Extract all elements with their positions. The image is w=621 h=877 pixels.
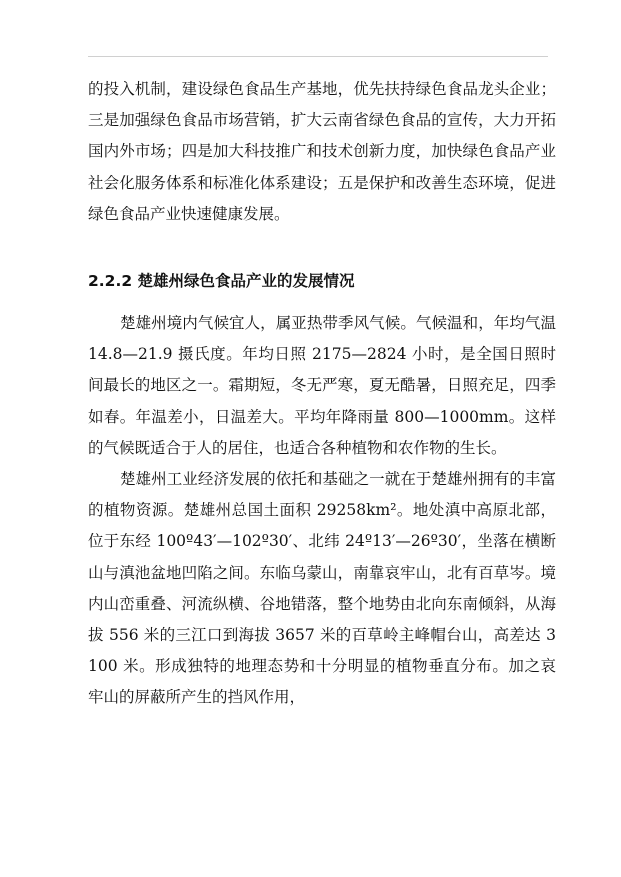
body-paragraph-2: 楚雄州境内气候宜人，属亚热带季风气候。气候温和，年均气温 14.8—21.9 摄氏度。年均日照 2175—2824 小时，是全国日照时间最长的地区之一。霜期短，冬无严寒，夏无酷暑，日照充足，四季如春。年温差小，日温差大。平均年降雨量 800—1000mm。这样的气候既适合于人的居住，也适合各种植物和农作物的生长。	[88, 314, 556, 457]
document-page	[88, 74, 556, 714]
header-rule	[88, 56, 548, 57]
body-paragraph-3: 楚雄州工业经济发展的依托和基础之一就在于楚雄州拥有的丰富的植物资源。楚雄州总国土面积 29258km²。地处滇中高原北部，位于东经 100º43′—102º30′、北纬 24º13′—26º30′，坐落在横断山与滇池盆地凹陷之间。东临乌蒙山，南靠哀牢山，北有百草岑。境内山峦重叠、河流纵横、谷地错落，整个地势由北向东南倾斜，从海拔 556 米的三江口到海拔 3657 米的百草岭主峰帽台山，高差达 3100 米。形成独特的地理态势和十分明显的植物垂直分布。加之哀牢山的屏蔽所产生的挡风作用，	[88, 470, 556, 707]
section-heading: 2.2.2 楚雄州绿色食品产业的发展情况	[88, 272, 355, 291]
body-paragraph-1: 的投入机制，建设绿色食品生产基地，优先扶持绿色食品龙头企业；三是加强绿色食品市场营销，扩大云南省绿色食品的宣传，大力开拓国内外市场；四是加大科技推广和技术创新力度，加快绿色食品产业社会化服务体系和标准化体系建设；五是保护和改善生态环境，促进绿色食品产业快速健康发展。	[88, 80, 556, 223]
